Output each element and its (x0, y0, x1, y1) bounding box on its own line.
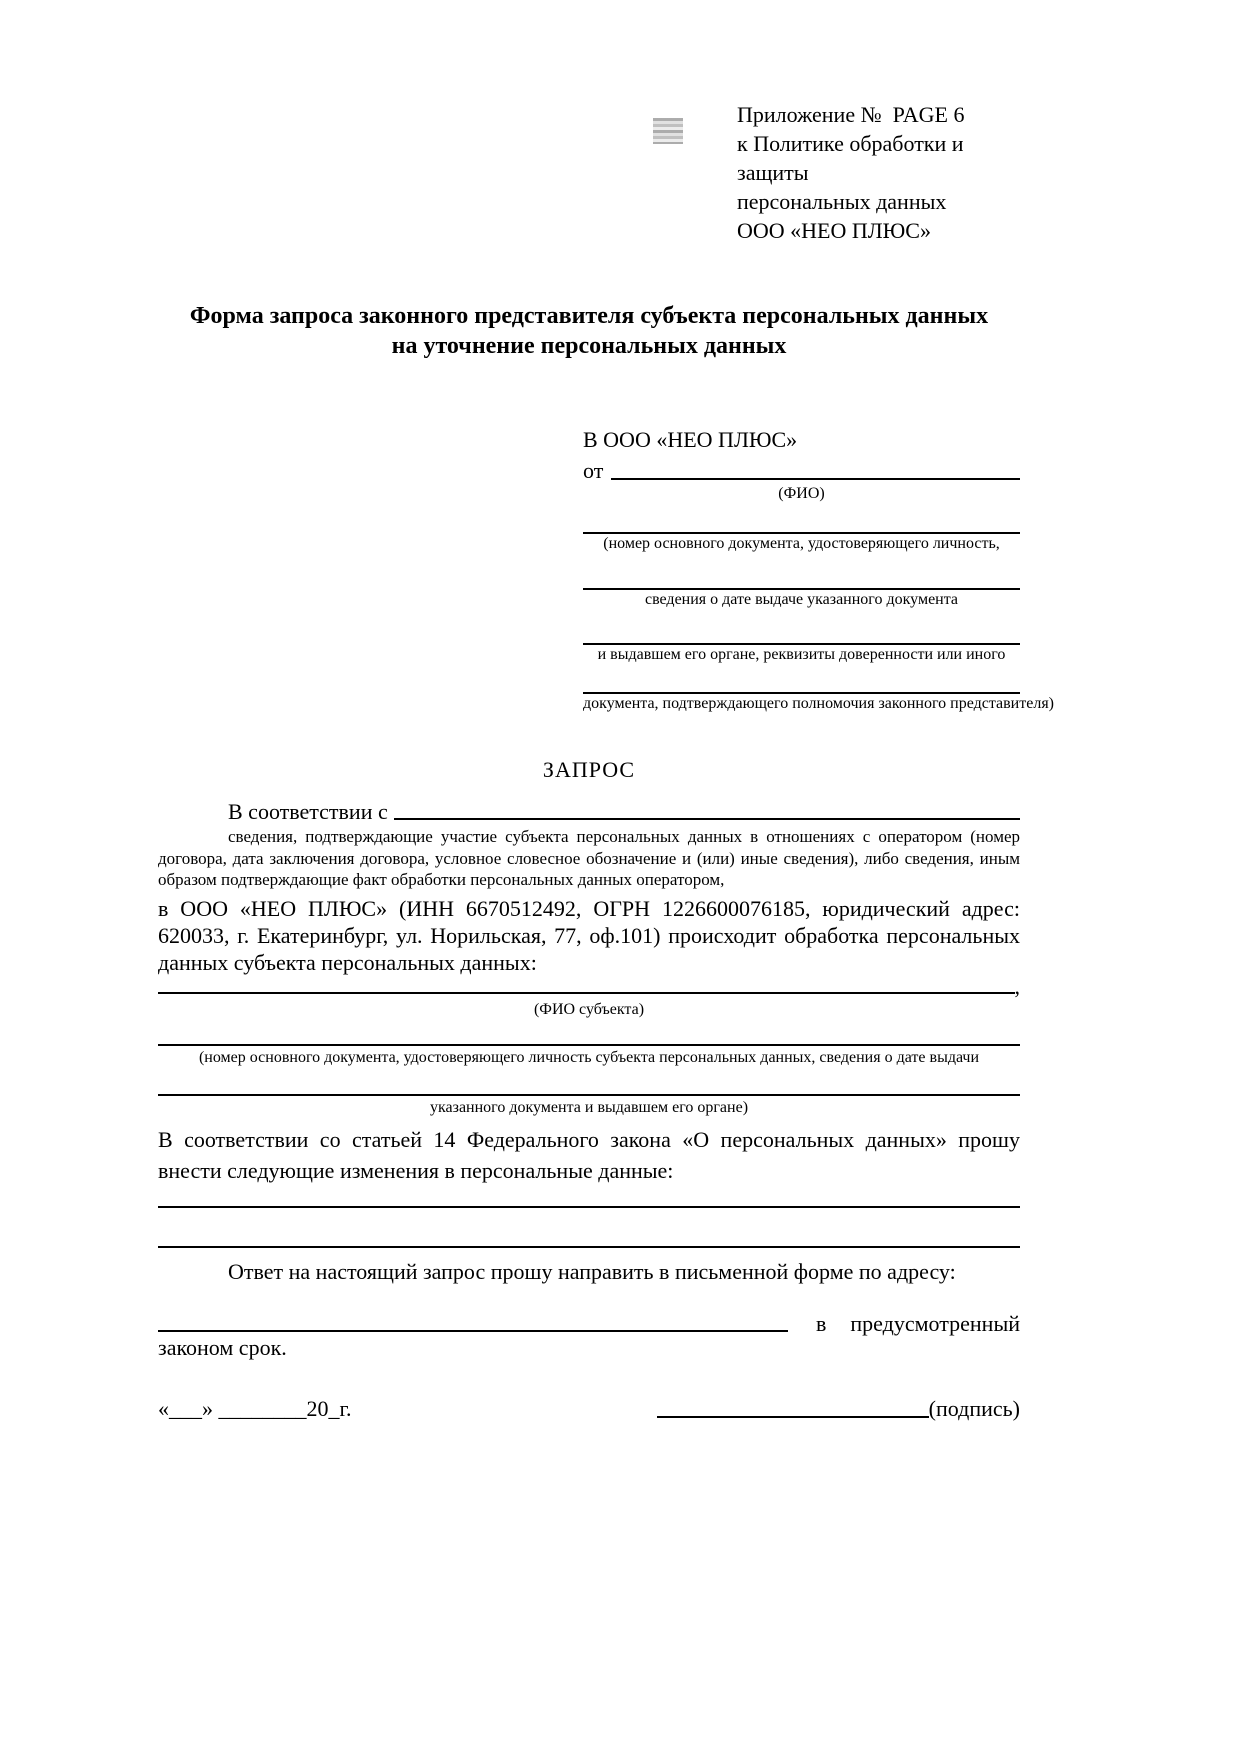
fio-caption: (ФИО) (778, 485, 825, 502)
subject-fio-comma: , (1014, 973, 1020, 999)
subject-fio-fill-line (158, 992, 1015, 994)
document-number-caption: (номер основного документа, удостоверяющего личность, (603, 535, 1000, 552)
answer-word-term: предусмотренный (850, 1310, 1020, 1336)
document-title-line2: на уточнение персональных данных (391, 333, 787, 359)
article14-paragraph: В соответствии со статьей 14 Федерального закона «О персональных данных» прошу внести следующие изменения в персональные данные: (158, 1126, 1020, 1183)
answer-address-line (158, 1306, 1020, 1336)
signature-block (657, 1396, 1020, 1422)
document-number-fill-line (583, 504, 1020, 534)
page-header (158, 100, 1020, 245)
changes-fill-line-2 (158, 1208, 1020, 1248)
request-heading: ЗАПРОС (542, 757, 636, 782)
document-title-line1: Форма запроса законного представителя субъекта персональных данных (189, 303, 989, 329)
authority-document-caption: документа, подтверждающего полномочия законного представителя) (583, 695, 1054, 712)
company-name-line: ООО «НЕО ПЛЮС» (737, 218, 931, 243)
subject-document-caption: (номер основного документа, удостоверяющего личность субъекта персональных данных, сведения о дате выдачи (198, 1048, 980, 1066)
appendix-number-line: Приложение № PAGE 6 (737, 102, 965, 127)
blurred-stamp-icon (653, 118, 683, 144)
answer-intro: Ответ на настоящий запрос прошу направить в письменной форме по адресу: (228, 1258, 956, 1284)
appendix-policy-line: к Политике обработки и защиты (737, 131, 964, 185)
authority-document-fill-line (583, 665, 1020, 694)
answer-word-v: в (816, 1310, 827, 1336)
addressee-block (583, 425, 1054, 714)
date-line: «___» ________20_г. (158, 1395, 352, 1421)
basis-label: В соответствии с (228, 799, 388, 824)
signature-caption: (подпись) (928, 1395, 1020, 1421)
addressee-company: В ООО «НЕО ПЛЮС» (583, 427, 798, 452)
subject-fio-line (158, 973, 1020, 999)
basis-footnote: сведения, подтверждающие участие субъекта персональных данных в отношениях с оператором (номер договора, дата заключения договора, условное словесное обозначение и (или) иные сведения), либо сведения, иным образом подтверждающие факт обработки персональных данных оператором, (158, 827, 1020, 889)
from-label: от (583, 458, 604, 483)
basis-fill-line (394, 818, 1020, 820)
subject-issuer-caption: указанного документа и выдавшем его органе) (429, 1098, 749, 1116)
operator-paragraph: в ООО «НЕО ПЛЮС» (ИНН 6670512492, ОГРН 1226600076185, юридический адрес: 620033, г. Екатеринбург, ул. Норильская, 77, оф.101) происходит обработка персональных данных субъекта персональных данных: (158, 895, 1020, 975)
subject-fio-caption: (ФИО субъекта) (533, 1000, 645, 1018)
answer-tail: законом срок. (158, 1334, 287, 1360)
issuing-authority-fill-line (583, 610, 1020, 645)
from-line (583, 454, 1020, 484)
representative-fio-fill-line (611, 478, 1020, 480)
signature-fill-line (657, 1416, 929, 1418)
answer-mid-words (788, 1312, 1020, 1336)
basis-line (158, 792, 1020, 824)
subject-document-fill-line (158, 1020, 1020, 1046)
issuing-authority-caption: и выдавшем его органе, реквизиты доверенности или иного (597, 646, 1006, 663)
answer-address-fill-line (158, 1330, 788, 1332)
document-title (158, 301, 1020, 361)
date-signature-row (158, 1396, 1020, 1422)
issue-date-fill-line (583, 554, 1020, 590)
appendix-policy-line2: персональных данных (737, 189, 947, 214)
subject-issuer-fill-line (158, 1068, 1020, 1096)
appendix-header-block (737, 100, 1020, 245)
issue-date-caption: сведения о дате выдаче указанного документа (644, 591, 959, 608)
changes-fill-line-1 (158, 1186, 1020, 1208)
